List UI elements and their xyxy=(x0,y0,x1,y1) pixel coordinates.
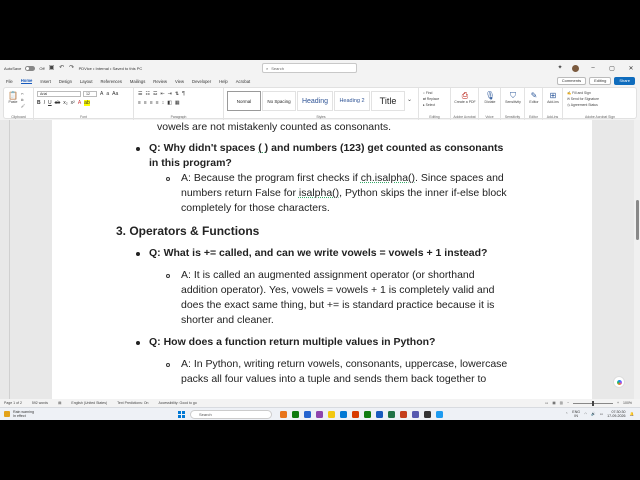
maximize-button[interactable]: ▢ xyxy=(609,65,615,72)
tab-review[interactable]: Review xyxy=(153,78,168,84)
clock-date: 17-09-2026 xyxy=(607,414,626,419)
send-signature-button[interactable]: ✉ Send for Signature xyxy=(567,97,600,101)
question-1-line2: in this program? xyxy=(149,157,232,169)
decrease-indent-icon[interactable]: ⇤ xyxy=(160,91,165,97)
addins-button[interactable] xyxy=(544,91,562,104)
q1-space: ( ) xyxy=(258,142,269,154)
grow-font-icon[interactable]: A xyxy=(100,91,104,97)
paragraph-group-label: Paragraph xyxy=(170,115,187,119)
weather-subtitle: In effect xyxy=(13,414,26,419)
change-case-icon[interactable]: Aa xyxy=(112,91,119,97)
section-heading: 3. Operators & Functions xyxy=(116,224,260,238)
bold-icon[interactable]: B xyxy=(37,100,41,106)
sensitivity-button[interactable] xyxy=(502,91,524,104)
shrink-font-icon[interactable]: a xyxy=(106,91,110,97)
pdf-icon: ⎙ xyxy=(461,91,469,100)
avatar[interactable] xyxy=(572,65,579,72)
answer-2-line4: shorter and cleaner. xyxy=(181,314,274,326)
a1-l2-pre: numbers return False for xyxy=(181,187,299,199)
app-icon-12[interactable] xyxy=(412,411,419,418)
clipboard-group-label: Clipboard xyxy=(11,115,26,119)
show-marks-icon[interactable]: ¶ xyxy=(182,91,185,97)
shading-icon[interactable]: ◧ xyxy=(167,100,172,106)
font-size-select[interactable]: 12 xyxy=(83,91,97,97)
search-icon: ⌕ xyxy=(266,65,269,71)
find-button[interactable]: ⌕ Find xyxy=(423,91,433,95)
bullet-a3 xyxy=(166,363,170,367)
format-painter-icon[interactable]: 🖌 xyxy=(21,104,26,108)
select-label: Select xyxy=(425,103,436,107)
increase-indent-icon[interactable]: ⇥ xyxy=(167,91,172,97)
send-signature-label: Send for Signature xyxy=(570,97,600,101)
comments-button[interactable]: Comments xyxy=(557,77,586,85)
adobe-group-label: Adobe Acrobat xyxy=(453,115,476,119)
answer-3-line1: A: In Python, writing return vowels, consonants, uppercase, lowercase xyxy=(181,358,508,370)
input-language[interactable]: ENG xyxy=(572,410,581,414)
tab-developer[interactable]: Developer xyxy=(192,78,212,84)
agreement-status-label: Agreement Status xyxy=(570,103,598,107)
doc-line-top: vowels are not mistakenly counted as consonants. xyxy=(157,121,392,133)
question-3: Q: How does a function return multiple values in Python? xyxy=(149,336,436,348)
app-icon-13[interactable] xyxy=(424,411,431,418)
autosave-state: Off xyxy=(39,65,45,71)
file-explorer-icon[interactable] xyxy=(328,411,335,418)
superscript-icon[interactable]: x² xyxy=(70,100,75,106)
copilot-button[interactable] xyxy=(613,376,625,388)
app-icon-4[interactable] xyxy=(316,411,323,418)
start-button[interactable] xyxy=(178,411,185,418)
warning-icon xyxy=(4,411,10,417)
excel-taskbar-icon[interactable] xyxy=(388,411,395,418)
tab-layout[interactable]: Layout xyxy=(79,78,93,84)
tab-view[interactable]: View xyxy=(175,78,185,84)
bullet-q1 xyxy=(136,147,140,151)
accessibility-status[interactable]: Accessibility: Good to go xyxy=(158,401,197,405)
sensitivity-group-label: Sensitivity xyxy=(504,115,521,119)
share-button[interactable]: Share xyxy=(614,77,635,85)
weather-title: Rain warning xyxy=(13,410,34,414)
tab-references[interactable]: References xyxy=(100,78,122,84)
autosave-label: AutoSave xyxy=(4,65,22,71)
voice-group-label: Voice xyxy=(485,115,494,119)
a1-l1-pre: A: Because the program first checks if xyxy=(181,172,361,184)
word-count[interactable]: 592 words xyxy=(31,401,49,405)
font-group xyxy=(34,88,134,120)
sort-icon[interactable]: ⇅ xyxy=(174,91,180,97)
paste-button[interactable] xyxy=(7,91,19,104)
style-normal[interactable]: Normal xyxy=(227,91,261,111)
a1-code2: isalpha() xyxy=(298,187,340,199)
app-icon-14[interactable] xyxy=(436,411,443,418)
app-icon-2[interactable] xyxy=(292,411,299,418)
ribbon xyxy=(3,87,637,119)
editor-icon: ✎ xyxy=(530,91,538,100)
a1-l2-post: , Python skips the inner if-else block xyxy=(339,187,507,199)
app-icon-1[interactable] xyxy=(280,411,287,418)
adobe-group xyxy=(451,88,479,120)
tab-home[interactable]: Home xyxy=(20,78,33,83)
tab-help[interactable]: Help xyxy=(219,78,228,84)
styles-group-label: Styles xyxy=(316,115,326,119)
line-spacing-icon[interactable]: ↕ xyxy=(161,100,165,106)
align-right-icon[interactable]: ≡ xyxy=(149,100,153,106)
style-heading-2[interactable]: Heading 2 xyxy=(334,91,370,111)
tab-acrobat[interactable]: Acrobat xyxy=(235,78,251,84)
style-heading[interactable]: Heading xyxy=(297,91,333,111)
clipboard-group xyxy=(4,88,34,120)
fill-sign-label: Fill and Sign xyxy=(572,91,591,95)
close-button[interactable]: ✕ xyxy=(628,65,634,72)
document-area[interactable] xyxy=(0,120,640,399)
microphone-icon: 🎙 xyxy=(484,91,496,100)
q1-prefix: Q: Why didn't spaces xyxy=(149,142,259,154)
a1-code1: ch.isalpha() xyxy=(360,172,416,184)
vertical-ruler xyxy=(0,120,10,399)
tab-file[interactable]: File xyxy=(6,78,13,84)
borders-icon[interactable]: ▦ xyxy=(174,100,180,106)
document-page[interactable] xyxy=(52,120,592,399)
editor-button[interactable] xyxy=(526,91,542,104)
q1-mid: and numbers (123) get counted as consonants xyxy=(268,142,504,154)
tab-mailings[interactable]: Mailings xyxy=(129,78,146,84)
answer-1-line1 xyxy=(181,171,504,186)
paste-label: Paste xyxy=(8,100,18,104)
replace-button[interactable]: ⇄ Replace xyxy=(423,97,440,101)
addins-group xyxy=(543,88,563,120)
scrollbar-thumb[interactable] xyxy=(636,200,639,240)
edge-icon[interactable] xyxy=(340,411,347,418)
italic-icon[interactable]: I xyxy=(43,100,46,106)
justify-icon[interactable]: ≡ xyxy=(155,100,159,106)
title-search-box[interactable] xyxy=(262,63,357,73)
underline-icon[interactable]: U xyxy=(48,100,52,106)
dictate-label: Dictate xyxy=(484,100,496,104)
addins-group-label: Add-ins xyxy=(546,115,559,119)
editing-group xyxy=(419,88,451,120)
minimize-button[interactable]: – xyxy=(591,65,595,71)
search-placeholder: Search xyxy=(271,65,284,71)
highlight-icon[interactable]: ab xyxy=(84,100,90,106)
app-icon-7[interactable] xyxy=(352,411,359,418)
editor-group-label: Editor xyxy=(529,115,538,119)
bullet-a2 xyxy=(166,274,170,278)
cut-icon[interactable]: ✂ xyxy=(21,92,24,96)
answer-2-line1: A: It is called an augmented assignment operator (or shorthand xyxy=(181,269,475,281)
taskbar xyxy=(0,407,640,420)
app-icon-11[interactable] xyxy=(400,411,407,418)
web-layout-icon[interactable]: ▥ xyxy=(559,401,563,405)
battery-icon[interactable]: ▭ xyxy=(599,412,604,417)
clock-time: 07:30:30 xyxy=(611,410,626,414)
page-count[interactable]: Page 1 of 2 xyxy=(4,401,22,405)
notification-icon[interactable]: 🔔 xyxy=(629,412,634,417)
tray-chevron-icon[interactable]: ⌃ xyxy=(565,412,569,417)
app-icon-3[interactable] xyxy=(304,411,311,418)
proofing-icon[interactable]: ▤ xyxy=(58,401,62,405)
wifi-icon[interactable]: ◠ xyxy=(584,412,588,417)
document-title: PDVice • Internal • Saved to this PC xyxy=(78,65,143,71)
status-bar xyxy=(0,399,640,407)
input-region: IN xyxy=(574,414,578,419)
volume-icon[interactable]: 🔊 xyxy=(591,412,596,417)
bullet-a1 xyxy=(166,177,170,181)
zoom-control xyxy=(545,399,632,407)
weather-widget[interactable] xyxy=(4,410,34,418)
zoom-in-icon[interactable]: + xyxy=(617,401,620,405)
zoom-slider[interactable] xyxy=(573,403,613,404)
bullets-icon[interactable]: ☰ xyxy=(138,91,143,97)
editor-label: Editor xyxy=(529,100,539,104)
style-title[interactable]: Title xyxy=(371,91,405,111)
paste-icon: 📋 xyxy=(8,91,18,100)
answer-1-line3: completely for those characters. xyxy=(181,202,330,214)
focus-icon[interactable]: ▭ xyxy=(545,401,549,405)
title-bar xyxy=(0,60,640,76)
addins-icon: ⊞ xyxy=(549,91,557,100)
zoom-level[interactable]: 100% xyxy=(623,401,632,405)
paragraph-group xyxy=(134,88,224,120)
replace-label: Replace xyxy=(426,97,440,101)
find-label: Find xyxy=(425,91,433,95)
sensitivity-label: Sensitivity xyxy=(505,100,521,104)
save-icon[interactable]: ▣ xyxy=(48,65,55,71)
undo-icon[interactable]: ↶ xyxy=(59,65,65,71)
multilevel-icon[interactable]: ☲ xyxy=(152,91,158,97)
question-2: Q: What is += called, and can we write vowels = vowels + 1 instead? xyxy=(149,247,488,259)
vertical-scrollbar[interactable] xyxy=(634,120,640,399)
sensitivity-icon: ⛉ xyxy=(510,91,516,100)
adobe-sign-group xyxy=(563,88,637,120)
bullet-q2 xyxy=(136,252,140,256)
font-group-label: Font xyxy=(80,115,87,119)
answer-1-line2 xyxy=(181,186,507,201)
editing-mode-button[interactable]: Editing xyxy=(589,77,611,85)
addins-label: Add-ins xyxy=(547,100,559,104)
font-name-select[interactable]: Arial xyxy=(37,91,81,97)
adobe-sign-group-label: Adobe Acrobat Sign xyxy=(585,115,615,119)
answer-2-line3: does the exact same thing, but += is standard practice because it is xyxy=(181,299,495,311)
numbering-icon[interactable]: ☷ xyxy=(145,91,150,97)
font-color-icon[interactable]: A xyxy=(77,100,82,106)
ribbon-tabs xyxy=(0,76,640,86)
word-taskbar-icon[interactable] xyxy=(376,411,383,418)
subscript-icon[interactable]: x₂ xyxy=(63,100,68,106)
strikethrough-icon[interactable]: ab xyxy=(54,100,61,106)
app-icon-8[interactable] xyxy=(364,411,371,418)
styles-group xyxy=(224,88,419,120)
print-layout-icon[interactable]: ▦ xyxy=(552,401,556,405)
sensitivity-group xyxy=(501,88,525,120)
tab-design[interactable]: Design xyxy=(58,78,72,84)
clock[interactable] xyxy=(607,410,625,419)
a1-l1-post: . Since spaces and xyxy=(415,172,504,184)
redo-icon[interactable]: ↷ xyxy=(69,65,75,71)
bullet-q3 xyxy=(136,341,140,345)
text-predictions-status[interactable]: Text Predictions: On xyxy=(117,401,149,405)
word-window xyxy=(0,60,640,420)
zoom-out-icon[interactable]: − xyxy=(566,401,569,405)
style-no-spacing[interactable]: No Spacing xyxy=(262,91,296,111)
editor-group xyxy=(525,88,543,120)
taskbar-search[interactable] xyxy=(190,410,272,419)
create-pdf-button[interactable] xyxy=(453,91,477,104)
fill-sign-button[interactable]: ✍ Fill and Sign xyxy=(567,91,591,95)
question-1 xyxy=(149,141,503,156)
taskbar-search-placeholder: Search xyxy=(199,412,212,417)
tab-insert[interactable]: Insert xyxy=(40,78,51,84)
answer-2-line2: addition operator). Yes, vowels = vowels + 1 is completely valid and xyxy=(181,284,495,296)
answer-3-line2: packs all four values into a tuple and sends them back together to xyxy=(181,373,487,385)
system-tray xyxy=(565,410,634,419)
dictate-button[interactable] xyxy=(480,91,500,104)
voice-group xyxy=(479,88,501,120)
language-status[interactable]: English (United States) xyxy=(71,401,108,405)
create-pdf-label: Create a PDF xyxy=(454,100,476,104)
copy-icon[interactable]: ⧉ xyxy=(21,98,24,102)
align-left-icon[interactable]: ≡ xyxy=(138,100,141,106)
select-button[interactable]: ▸ Select xyxy=(423,103,436,107)
copilot-icon[interactable]: ✦ xyxy=(557,65,563,71)
autosave-toggle[interactable] xyxy=(25,66,35,71)
align-center-icon[interactable]: ≡ xyxy=(143,100,147,106)
styles-expand-icon[interactable]: ⌄ xyxy=(407,97,413,103)
editing-group-label: Editing xyxy=(429,115,440,119)
agreement-status-button[interactable]: ◷ Agreement Status xyxy=(567,103,598,107)
